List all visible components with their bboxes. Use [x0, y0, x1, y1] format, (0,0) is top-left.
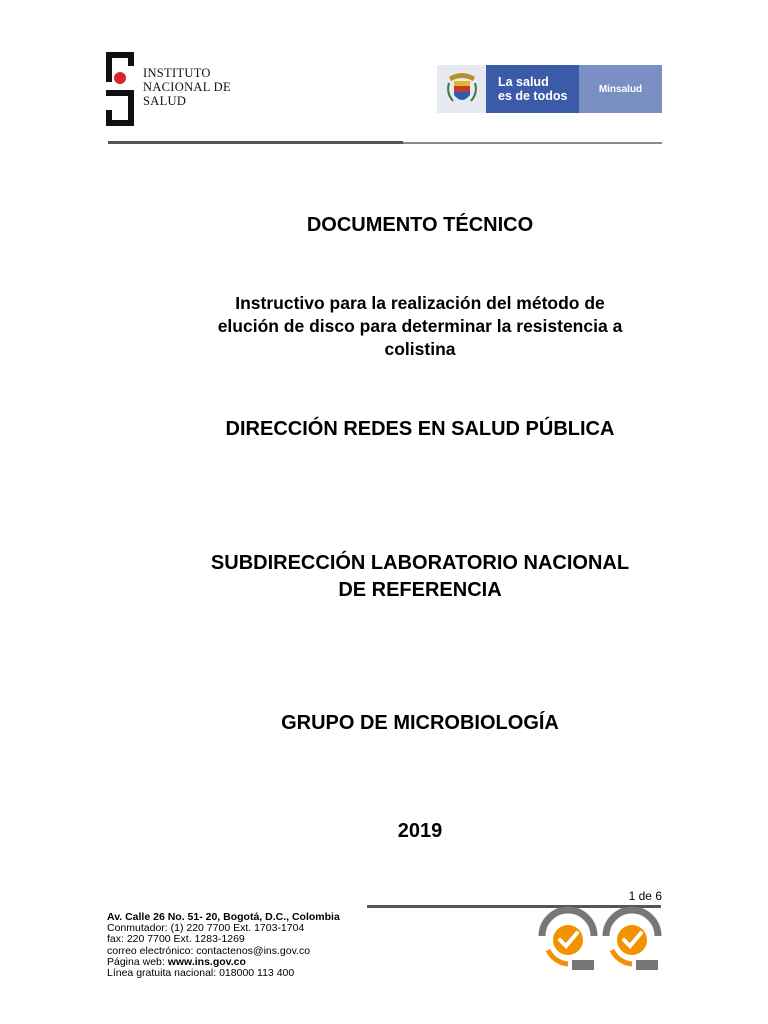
minsalud-slogan-line2: es de todos — [498, 89, 568, 103]
footer-switchboard: Conmutador: (1) 220 7700 Ext. 1703-1704 — [107, 922, 305, 935]
direction-heading: DIRECCIÓN REDES EN SALUD PÚBLICA — [225, 418, 615, 440]
subtitle-line3: colistina — [384, 339, 456, 359]
document-title: DOCUMENTO TÉCNICO — [306, 214, 534, 236]
certification-seals — [538, 906, 662, 972]
ins-logo-line3: SALUD — [143, 94, 187, 108]
ins-logo-line2: NACIONAL DE — [143, 80, 231, 94]
subdirection-line2: DE REFERENCIA — [338, 579, 502, 601]
minsalud-name: Minsalud — [579, 65, 662, 113]
ins-emblem-icon — [106, 52, 134, 126]
subdirection-line1: SUBDIRECCIÓN LABORATORIO NACIONAL — [210, 552, 630, 574]
footer-address: Av. Calle 26 No. 51- 20, Bogotá, D.C., Colombia — [107, 911, 340, 923]
group-heading: GRUPO DE MICROBIOLOGÍA — [281, 712, 559, 734]
ins-logo — [106, 52, 246, 128]
subtitle-line2: elución de disco para determinar la resistencia a — [217, 316, 623, 336]
header-divider-light — [403, 142, 662, 144]
minsalud-slogan-line1: La salud — [498, 75, 549, 89]
ins-logo-line1: INSTITUTO — [143, 66, 211, 80]
document-year: 2019 — [397, 820, 443, 842]
footer-web-link[interactable]: www.ins.gov.co — [167, 955, 246, 968]
footer-email[interactable]: correo electrónico: contactenos@ins.gov.co — [107, 944, 311, 957]
subdirection-heading — [100, 550, 740, 604]
footer-fax: fax: 220 7700 Ext. 1283-1269 — [107, 933, 245, 946]
certification-seal-1-icon — [542, 910, 594, 970]
footer-web-label: Página web: — [107, 955, 168, 968]
footer-toll-free: Línea gratuita nacional: 018000 113 400 — [107, 967, 295, 980]
certification-seal-2-icon — [606, 910, 658, 970]
footer-contact — [107, 912, 340, 979]
minsalud-logo — [437, 65, 662, 113]
page-number: 1 de 6 — [628, 889, 662, 903]
coat-of-arms-icon — [437, 65, 486, 113]
document-subtitle — [100, 292, 740, 361]
subtitle-line1: Instructivo para la realización del método de — [235, 293, 605, 313]
header-divider — [108, 141, 403, 144]
